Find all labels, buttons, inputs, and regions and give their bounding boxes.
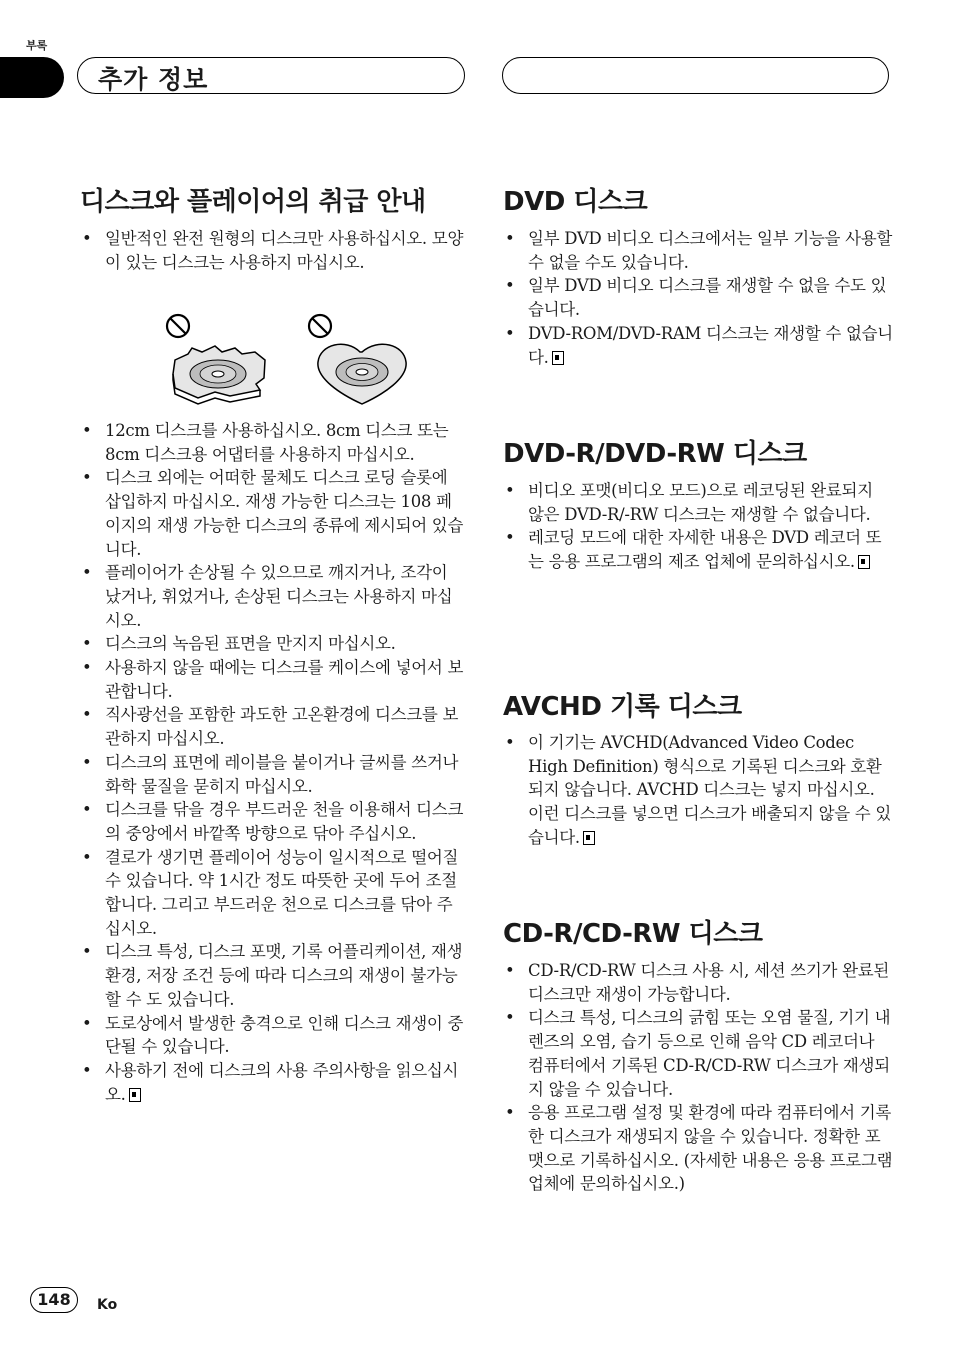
list-item-text: 레코딩 모드에 대한 자세한 내용은 DVD 레코더 또는 응용 프로그램의 제조 업체에 문의하십시오.: [528, 528, 882, 572]
section-tab-marker: [0, 57, 64, 98]
handling-list: [80, 419, 465, 1106]
prohibited-icon: [167, 315, 189, 337]
disc-figure: [80, 308, 465, 408]
cdr-list: [503, 959, 893, 1196]
avchd-heading: AVCHD 기록 디스크: [503, 692, 742, 722]
list-item: • 일반적인 완전 원형의 디스크만 사용하십시오. 모양이 있는 디스크는 사용하지 마십시오.: [80, 227, 465, 274]
list-item: • 직사광선을 포함한 과도한 고온환경에 디스크를 보관하지 마십시오.: [80, 703, 465, 750]
language-label: Ko: [97, 1297, 118, 1313]
handling-heading: 디스크와 플레이어의 취급 안내: [80, 187, 426, 217]
dvdr-list: [503, 479, 893, 574]
avchd-list: [503, 731, 893, 850]
list-item: • 사용하지 않을 때에는 디스크를 케이스에 넣어서 보관합니다.: [80, 656, 465, 703]
prohibited-icon: [309, 315, 331, 337]
list-item: • 디스크 외에는 어떠한 물체도 디스크 로딩 슬롯에 삽입하지 마십시오. 재생 가능한 디스크는 108 페이지의 재생 가능한 디스크의 종류에 제시되어 있습니다.: [80, 466, 465, 561]
page-number: 148: [30, 1287, 78, 1313]
list-item-text: DVD-ROM/DVD-RAM 디스크는 재생할 수 없습니다.: [528, 323, 893, 367]
list-item: • 디스크의 표면에 레이블을 붙이거나 글씨를 쓰거나 화학 물질을 묻히지 마십시오.: [80, 751, 465, 798]
list-item: [80, 1059, 465, 1106]
heart-shaped-disc-icon: [318, 344, 406, 404]
list-item: [503, 322, 893, 369]
page-title: 추가 정보: [98, 65, 209, 94]
end-of-section-icon: [583, 831, 595, 845]
header-title-box: [77, 57, 465, 94]
list-item: • 디스크를 닦을 경우 부드러운 천을 이용해서 디스크의 중앙에서 바깥쪽 방향으로 닦아 주십시오.: [80, 798, 465, 845]
cdr-heading: CD-R/CD-RW 디스크: [503, 919, 763, 949]
list-item: • 12cm 디스크를 사용하십시오. 8cm 디스크 또는 8cm 디스크용 어댑터를 사용하지 마십시오.: [80, 419, 465, 466]
list-item: • 일부 DVD 비디오 디스크를 재생할 수 없을 수도 있습니다.: [503, 274, 893, 321]
list-item: • 결로가 생기면 플레이어 성능이 일시적으로 떨어질 수 있습니다. 약 1시간 정도 따뜻한 곳에 두어 조절합니다. 그리고 부드러운 천으로 디스크를 닦아 주십시오.: [80, 846, 465, 941]
odd-shaped-disc-icon: [173, 346, 265, 404]
irregular-disc-illustration: [80, 308, 465, 408]
list-item: • 일부 DVD 비디오 디스크에서는 일부 기능을 사용할 수 없을 수도 있습니다.: [503, 227, 893, 274]
dvdr-heading: DVD-R/DVD-RW 디스크: [503, 439, 807, 469]
list-item: • 디스크의 녹음된 표면을 만지지 마십시오.: [80, 632, 465, 656]
list-item: • 디스크 특성, 디스크 포맷, 기록 어플리케이션, 재생 환경, 저장 조건 등에 따라 디스크의 재생이 불가능할 수 도 있습니다.: [80, 940, 465, 1011]
list-item: • 비디오 포맷(비디오 모드)으로 레코딩된 완료되지 않은 DVD-R/-RW 디스크는 재생할 수 없습니다.: [503, 479, 893, 526]
list-item: [503, 731, 893, 850]
list-item: • 플레이어가 손상될 수 있으므로 깨지거나, 조각이 났거나, 휘었거나, 손상된 디스크는 사용하지 마십시오.: [80, 561, 465, 632]
list-item: [503, 526, 893, 573]
header-blank-box: [502, 57, 889, 94]
list-item: • 디스크 특성, 디스크의 긁힘 또는 오염 물질, 기기 내 렌즈의 오염, 습기 등으로 인해 음악 CD 레코더나 컴퓨터에서 기록된 CD-R/CD-RW 디스크가 재생되지 않을 수 있습니다.: [503, 1006, 893, 1101]
dvd-list: [503, 227, 893, 369]
dvd-heading: DVD 디스크: [503, 187, 648, 217]
end-of-section-icon: [552, 351, 564, 365]
list-item: • 도로상에서 발생한 충격으로 인해 디스크 재생이 중단될 수 있습니다.: [80, 1012, 465, 1059]
list-item-text: 사용하기 전에 디스크의 사용 주의사항을 읽으십시오.: [105, 1060, 459, 1104]
appendix-label: 부록: [26, 39, 48, 52]
list-item: • 응용 프로그램 설정 및 환경에 따라 컴퓨터에서 기록한 디스크가 재생되지 않을 수 있습니다. 정확한 포맷으로 기록하십시오. (자세한 내용은 응용 프로그램 업체에 문의하십시오.): [503, 1101, 893, 1196]
handling-intro-list: [80, 227, 465, 274]
end-of-section-icon: [129, 1088, 141, 1102]
list-item-text: 이 기기는 AVCHD(Advanced Video Codec High Definition) 형식으로 기록된 디스크와 호환되지 않습니다. AVCHD 디스크는 넣지 마십시오. 이런 디스크를 넣으면 디스크가 배출되지 않을 수 있습니다.: [528, 733, 892, 847]
list-item: • CD-R/CD-RW 디스크 사용 시, 세션 쓰기가 완료된 디스크만 재생이 가능합니다.: [503, 959, 893, 1006]
end-of-section-icon: [858, 555, 870, 569]
